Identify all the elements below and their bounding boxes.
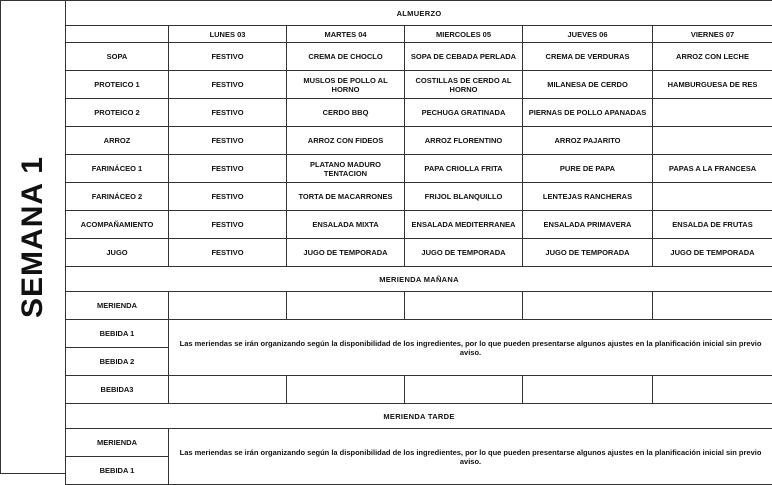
table-row bbox=[66, 292, 772, 320]
menu-table bbox=[65, 0, 772, 485]
menu-cell: PAPAS A LA FRANCESA bbox=[653, 155, 772, 183]
menu-cell: ENSALADA PRIMAVERA bbox=[523, 211, 653, 239]
menu-cell: SOPA DE CEBADA PERLADA bbox=[405, 43, 523, 71]
row-label: PROTEICO 1 bbox=[66, 71, 169, 99]
row-label: ARROZ bbox=[66, 127, 169, 155]
menu-cell: MUSLOS DE POLLO AL HORNO bbox=[287, 71, 405, 99]
merienda-tarde-title: MERIENDA TARDE bbox=[66, 404, 772, 429]
menu-cell: MILANESA DE CERDO bbox=[523, 71, 653, 99]
corner-cell bbox=[66, 26, 169, 43]
menu-cell: JUGO DE TEMPORADA bbox=[405, 239, 523, 267]
merienda-manana-title: MERIENDA MAÑANA bbox=[66, 267, 772, 292]
menu-cell: CERDO BBQ bbox=[287, 99, 405, 127]
menu-cell: ARROZ CON FIDEOS bbox=[287, 127, 405, 155]
menu-cell: COSTILLAS DE CERDO AL HORNO bbox=[405, 71, 523, 99]
menu-cell: FESTIVO bbox=[169, 127, 287, 155]
empty-cell bbox=[653, 292, 772, 320]
table-row bbox=[66, 239, 772, 267]
menu-cell: FESTIVO bbox=[169, 155, 287, 183]
table-row bbox=[66, 211, 772, 239]
empty-cell bbox=[405, 376, 523, 404]
table-row bbox=[66, 43, 772, 71]
table-row bbox=[66, 320, 772, 348]
menu-cell: JUGO DE TEMPORADA bbox=[287, 239, 405, 267]
menu-cell: CREMA DE CHOCLO bbox=[287, 43, 405, 71]
empty-cell bbox=[169, 292, 287, 320]
row-label: BEBIDA 2 bbox=[66, 348, 169, 376]
day-header: MIERCOLES 05 bbox=[405, 26, 523, 43]
empty-cell bbox=[169, 376, 287, 404]
empty-cell bbox=[653, 376, 772, 404]
row-label: PROTEICO 2 bbox=[66, 99, 169, 127]
menu-cell: LENTEJAS RANCHERAS bbox=[523, 183, 653, 211]
menu-cell: FESTIVO bbox=[169, 99, 287, 127]
table-row bbox=[66, 71, 772, 99]
menu-cell: ENSALADA MEDITERRANEA bbox=[405, 211, 523, 239]
day-header: JUEVES 06 bbox=[523, 26, 653, 43]
row-label: JUGO bbox=[66, 239, 169, 267]
table-row bbox=[66, 183, 772, 211]
week-label: SEMANA 1 bbox=[16, 156, 50, 318]
menu-cell bbox=[653, 127, 772, 155]
row-label: MERIENDA bbox=[66, 292, 169, 320]
empty-cell bbox=[287, 292, 405, 320]
almuerzo-title: ALMUERZO bbox=[66, 1, 772, 26]
menu-cell: PECHUGA GRATINADA bbox=[405, 99, 523, 127]
table-row bbox=[66, 376, 772, 404]
menu-cell: PAPA CRIOLLA FRITA bbox=[405, 155, 523, 183]
row-label: BEBIDA 1 bbox=[66, 457, 169, 485]
table-row bbox=[66, 429, 772, 457]
menu-cell: CREMA DE VERDURAS bbox=[523, 43, 653, 71]
almuerzo-title-row bbox=[66, 1, 772, 26]
menu-cell: PIERNAS DE POLLO APANADAS bbox=[523, 99, 653, 127]
menu-cell: FESTIVO bbox=[169, 183, 287, 211]
empty-cell bbox=[287, 376, 405, 404]
table-row bbox=[66, 127, 772, 155]
week-label-cell bbox=[0, 0, 66, 474]
row-label: FARINÁCEO 2 bbox=[66, 183, 169, 211]
merienda-note: Las meriendas se irán organizando según la disponibilidad de los ingredientes, por lo que pueden presentarse algunos ajustes en la planificación inicial sin previo aviso. bbox=[169, 429, 772, 485]
menu-cell: FRIJOL BLANQUILLO bbox=[405, 183, 523, 211]
menu-cell: FESTIVO bbox=[169, 211, 287, 239]
row-label: BEBIDA 1 bbox=[66, 320, 169, 348]
menu-cell: ARROZ FLORENTINO bbox=[405, 127, 523, 155]
table-row bbox=[66, 99, 772, 127]
day-header: MARTES 04 bbox=[287, 26, 405, 43]
menu-cell: TORTA DE MACARRONES bbox=[287, 183, 405, 211]
row-label: FARINÁCEO 1 bbox=[66, 155, 169, 183]
menu-cell: JUGO DE TEMPORADA bbox=[523, 239, 653, 267]
row-label: ACOMPAÑAMIENTO bbox=[66, 211, 169, 239]
empty-cell bbox=[523, 376, 653, 404]
merienda-tarde-title-row bbox=[66, 404, 772, 429]
day-header: LUNES 03 bbox=[169, 26, 287, 43]
days-header-row bbox=[66, 26, 772, 43]
menu-cell: ARROZ CON LECHE bbox=[653, 43, 772, 71]
menu-cell: FESTIVO bbox=[169, 239, 287, 267]
row-label: MERIENDA bbox=[66, 429, 169, 457]
merienda-manana-title-row bbox=[66, 267, 772, 292]
row-label: BEBIDA3 bbox=[66, 376, 169, 404]
row-label: SOPA bbox=[66, 43, 169, 71]
menu-cell: PURE DE PAPA bbox=[523, 155, 653, 183]
menu-cell: ARROZ PAJARITO bbox=[523, 127, 653, 155]
menu-cell: FESTIVO bbox=[169, 71, 287, 99]
menu-cell: FESTIVO bbox=[169, 43, 287, 71]
menu-cell bbox=[653, 183, 772, 211]
menu-cell: ENSALDA DE FRUTAS bbox=[653, 211, 772, 239]
menu-cell: PLATANO MADURO TENTACION bbox=[287, 155, 405, 183]
merienda-note: Las meriendas se irán organizando según la disponibilidad de los ingredientes, por lo que pueden presentarse algunos ajustes en la planificación inicial sin previo aviso. bbox=[169, 320, 772, 376]
empty-cell bbox=[405, 292, 523, 320]
menu-cell: JUGO DE TEMPORADA bbox=[653, 239, 772, 267]
menu-cell: HAMBURGUESA DE RES bbox=[653, 71, 772, 99]
empty-cell bbox=[523, 292, 653, 320]
day-header: VIERNES 07 bbox=[653, 26, 772, 43]
table-row bbox=[66, 155, 772, 183]
menu-cell: ENSALADA MIXTA bbox=[287, 211, 405, 239]
menu-cell bbox=[653, 99, 772, 127]
